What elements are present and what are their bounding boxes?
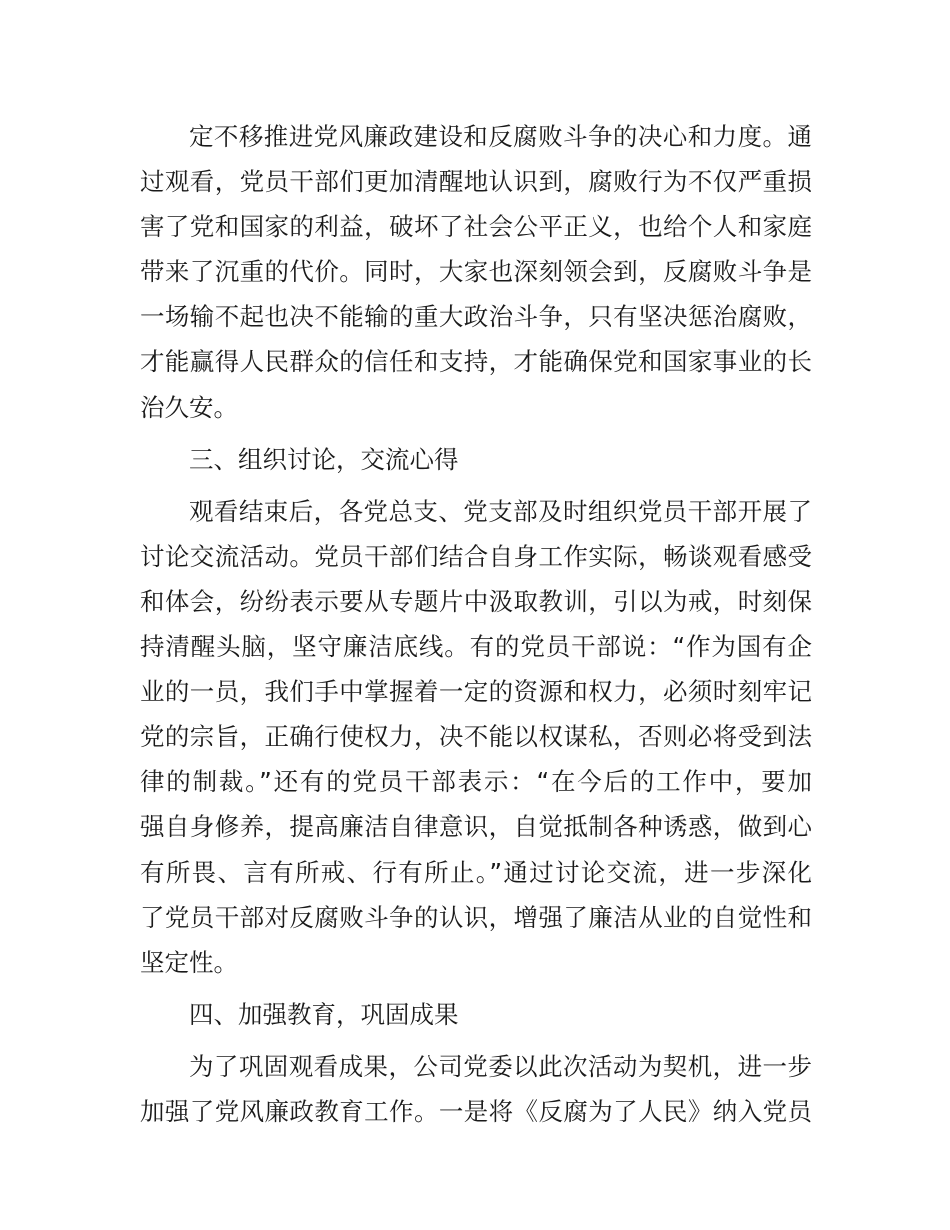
text-line: 一场输不起也决不能输的重大政治斗争，只有坚决惩治腐败， <box>140 302 812 332</box>
section-heading-4: 四、加强教育，巩固成果 <box>189 999 459 1029</box>
paragraph-continuation <box>140 114 812 430</box>
document-page <box>140 114 812 1134</box>
text-line: 业的一员，我们手中掌握着一定的资源和权力，必须时刻牢记 <box>140 677 812 707</box>
text-line: 害了党和国家的利益，破坏了社会公平正义，也给个人和家庭 <box>140 212 812 242</box>
text-line: 治久安。 <box>140 392 238 422</box>
text-line: 观看结束后，各党总支、党支部及时组织党员干部开展了 <box>189 496 812 526</box>
text-line: 党的宗旨，正确行使权力，决不能以权谋私，否则必将受到法 <box>140 722 812 752</box>
paragraph-discussion <box>140 489 812 985</box>
text-line: 过观看，党员干部们更加清醒地认识到，腐败行为不仅严重损 <box>140 167 812 197</box>
text-line: 带来了沉重的代价。同时，大家也深刻领会到，反腐败斗争是 <box>140 257 812 287</box>
text-line: 强自身修养，提高廉洁自律意识，自觉抵制各种诱惑，做到心 <box>140 812 812 842</box>
text-line: 和体会，纷纷表示要从专题片中汲取教训，引以为戒，时刻保 <box>140 586 812 616</box>
text-line: 加强了党风廉政教育工作。一是将《反腐为了人民》纳入党员 <box>140 1096 812 1126</box>
text-line: 为了巩固观看成果，公司党委以此次活动为契机，进一步 <box>189 1051 812 1081</box>
paragraph-education <box>140 1044 812 1134</box>
text-line: 讨论交流活动。党员干部们结合自身工作实际，畅谈观看感受 <box>140 541 812 571</box>
text-line: 律的制裁。”还有的党员干部表示：“在今后的工作中，要加 <box>140 767 812 797</box>
text-line: 持清醒头脑，坚守廉洁底线。有的党员干部说：“作为国有企 <box>140 632 812 662</box>
text-line: 坚定性。 <box>140 947 238 977</box>
text-line: 了党员干部对反腐败斗争的认识，增强了廉洁从业的自觉性和 <box>140 902 812 932</box>
text-line: 有所畏、言有所戒、行有所止。”通过讨论交流，进一步深化 <box>140 857 812 887</box>
text-line: 才能赢得人民群众的信任和支持，才能确保党和国家事业的长 <box>140 347 812 377</box>
text-line: 定不移推进党风廉政建设和反腐败斗争的决心和力度。通 <box>189 122 812 151</box>
section-heading-3: 三、组织讨论，交流心得 <box>189 444 459 474</box>
